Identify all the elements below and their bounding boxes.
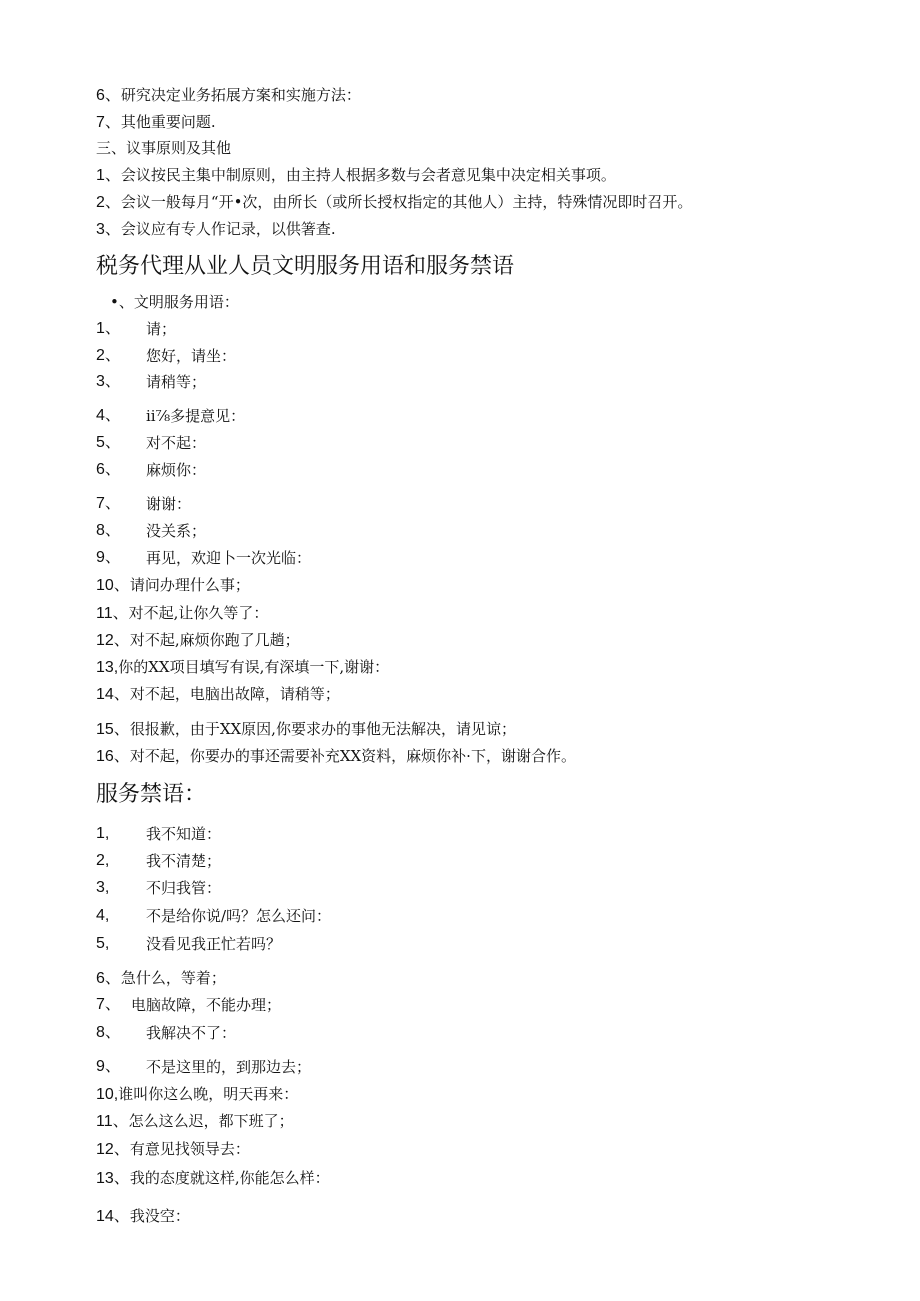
line-number: 7、 [96, 996, 121, 1013]
line-number: 13, [96, 659, 119, 676]
list-item [96, 824, 222, 844]
list-item [96, 406, 246, 426]
line-text: 麻烦你： [146, 461, 207, 479]
line-text: •、文明服务用语： [110, 293, 239, 311]
list-item [96, 878, 222, 898]
line-number: 4, [96, 907, 110, 924]
list-item [96, 1139, 250, 1160]
line-text: 研究决定业务拓展方案和实施方法： [120, 86, 361, 104]
line-number: 7、 [96, 495, 121, 512]
line-number: 6、 [96, 87, 121, 104]
list-item [96, 995, 282, 1015]
document-line [96, 165, 616, 186]
line-text: 没看见我正忙若吗？ [146, 935, 282, 953]
list-item [96, 319, 177, 339]
line-text: 对不起,麻烦你跑了几趟； [129, 631, 300, 649]
list-item [96, 968, 226, 989]
line-text: 您好，请坐： [146, 347, 237, 365]
line-number: 1、 [96, 167, 121, 184]
line-number: 11、 [96, 1113, 129, 1130]
list-item [96, 1057, 312, 1077]
line-number: 7、 [96, 114, 121, 131]
line-number: 2、 [96, 347, 121, 364]
list-item [96, 906, 332, 926]
line-text: 请问办理什么事； [129, 576, 250, 594]
list-item [96, 346, 237, 366]
line-text: 不是给你说/吗？怎么还问： [146, 907, 332, 925]
line-text: 对不起，电脑出故障，请稍等； [129, 685, 340, 703]
list-item [96, 657, 389, 678]
line-text: 我解决不了： [146, 1024, 237, 1042]
line-text: 我没空： [129, 1207, 190, 1225]
line-number: 6、 [96, 970, 121, 987]
line-text: 我不清楚； [146, 852, 222, 870]
line-text: 会议按民主集中制原则，由主持人根据多数与会者意见集中决定相关事项。 [120, 166, 616, 184]
list-item [96, 575, 250, 596]
list-item [96, 1023, 237, 1043]
line-number: 9、 [96, 1058, 121, 1075]
line-text: 谁叫你这么晚，明天再来： [118, 1085, 299, 1103]
line-text: 会议应有专人作记录，以供箸查. [120, 220, 336, 238]
list-item [96, 460, 207, 480]
line-text: 不是这里的，到那边去； [146, 1058, 312, 1076]
list-item [96, 719, 516, 740]
line-text: 会议一般每月“开•次，由所长（或所长授权指定的其他人）主持，特殊情况即时召开。 [120, 193, 693, 211]
section-subheading [96, 138, 231, 159]
line-number: 5、 [96, 434, 121, 451]
list-item [96, 1168, 330, 1189]
line-number: 12、 [96, 632, 130, 649]
document-line [96, 219, 336, 240]
line-number: 13、 [96, 1170, 130, 1187]
line-text: 请稍等； [146, 373, 207, 391]
line-text: 有意见找领导去： [129, 1140, 250, 1158]
line-text: 我的态度就这样,你能怎么样： [129, 1169, 330, 1187]
line-number: 16、 [96, 748, 130, 765]
line-text: 对不起,让你久等了： [128, 604, 269, 622]
list-item [96, 851, 222, 871]
line-text: 不归我管： [146, 879, 222, 897]
line-text: 对不起，你要办的事还需要补充XX资料，麻烦你补·下，谢谢合作。 [129, 747, 576, 765]
line-text: 你的XX项目填写有误,有深填一下,谢谢： [118, 658, 390, 676]
line-number: 2、 [96, 194, 121, 211]
line-number: 1, [96, 825, 110, 842]
line-text: 电脑故障，不能办理； [131, 996, 282, 1014]
line-number: 12、 [96, 1141, 130, 1158]
line-number: 6、 [96, 461, 121, 478]
line-text: 其他重要问题. [120, 113, 216, 131]
line-number: 5, [96, 935, 110, 952]
line-number: 10、 [96, 577, 130, 594]
list-item [96, 934, 282, 954]
line-number: 10, [96, 1086, 119, 1103]
line-number: 3、 [96, 221, 121, 238]
line-text: 对不起： [146, 434, 207, 452]
line-number: 14、 [96, 686, 130, 703]
list-item [96, 1111, 294, 1132]
list-item [96, 1084, 298, 1105]
list-item [96, 548, 312, 568]
line-text: 谢谢： [146, 495, 192, 513]
list-item [96, 603, 268, 624]
line-number: 8、 [96, 522, 121, 539]
line-number: 3、 [96, 373, 121, 390]
document-line [96, 192, 692, 213]
line-number: 9、 [96, 549, 121, 566]
line-text: 没关系； [146, 522, 207, 540]
document-line [96, 85, 361, 106]
line-number: 14、 [96, 1208, 130, 1225]
list-item [96, 494, 192, 514]
list-item [96, 372, 207, 392]
section-heading: 服务禁语： [96, 782, 207, 807]
line-text: 三、议事原则及其他 [96, 139, 232, 157]
list-item [96, 1206, 190, 1227]
line-text: 我不知道： [146, 825, 222, 843]
line-text: 再见，欢迎卜一次光临： [146, 549, 312, 567]
line-text: ii⅞多提意见： [146, 407, 246, 425]
line-number: 2, [96, 852, 110, 869]
line-text: 怎么这么迟，都下班了； [128, 1112, 294, 1130]
list-item [96, 684, 340, 705]
list-item [96, 630, 300, 651]
list-item [96, 746, 576, 767]
line-number: 11、 [96, 605, 129, 622]
line-number: 15、 [96, 721, 130, 738]
line-text: 急什么，等着； [120, 969, 226, 987]
line-number: 8、 [96, 1024, 121, 1041]
document-line [96, 112, 216, 133]
line-number: 3, [96, 879, 110, 896]
list-item [96, 433, 207, 453]
line-number: 4、 [96, 407, 121, 424]
line-text: 很报歉，由于XX原因,你要求办的事他无法解决，请见谅； [129, 720, 516, 738]
section-heading [110, 292, 239, 313]
document-title: 税务代理从业人员文明服务用语和服务禁语 [96, 254, 515, 279]
line-text: 请； [146, 320, 177, 338]
list-item [96, 521, 207, 541]
line-number: 1、 [96, 320, 121, 337]
